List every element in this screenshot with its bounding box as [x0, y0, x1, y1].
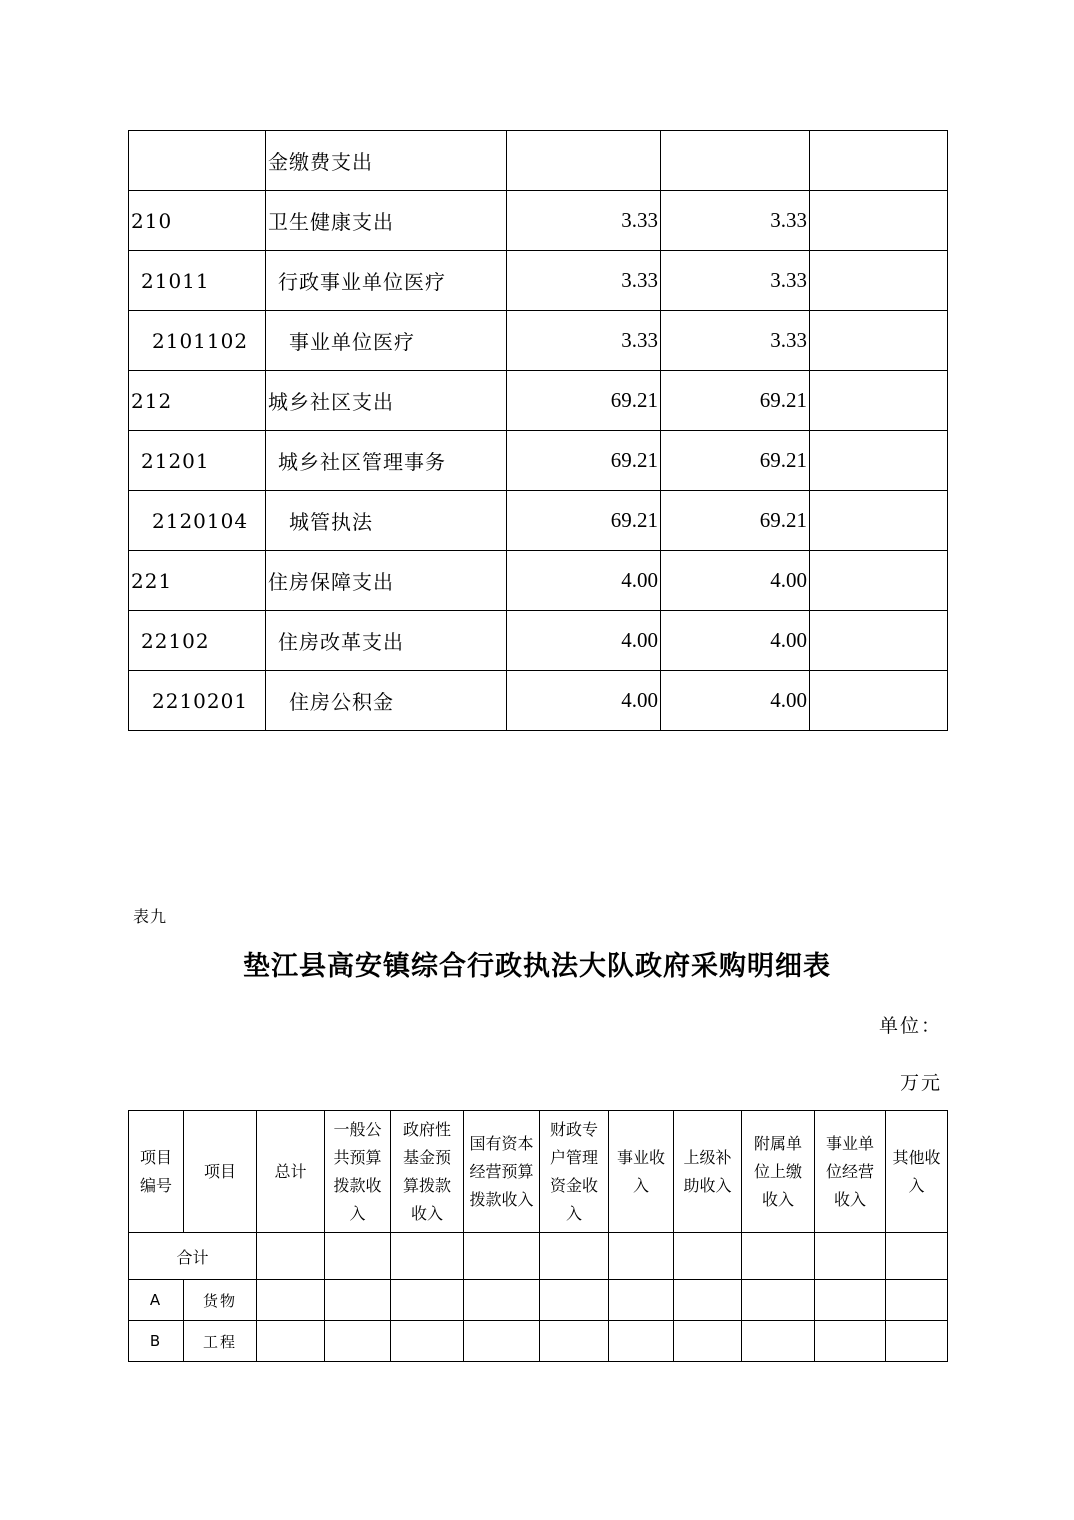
column-header-line: 项目	[139, 1147, 172, 1167]
row-name: 行政事业单位医疗	[266, 251, 507, 311]
column-header-line: 拨款收	[333, 1175, 382, 1195]
row-name: 住房改革支出	[266, 611, 507, 671]
empty-cell	[391, 1280, 464, 1321]
empty-cell	[257, 1321, 325, 1362]
column-header	[815, 1111, 886, 1233]
column-header	[464, 1111, 540, 1233]
table-row	[129, 311, 948, 371]
row-basic: 3.33	[661, 311, 810, 371]
column-header-line: 户管理	[549, 1147, 598, 1167]
row-name: 卫生健康支出	[266, 191, 507, 251]
column-header-line: 入	[349, 1203, 366, 1223]
row-code: 21011	[129, 251, 266, 311]
row-code	[129, 131, 266, 191]
column-header-line: 位经营	[825, 1161, 874, 1181]
empty-cell	[609, 1233, 674, 1280]
empty-cell	[540, 1321, 609, 1362]
empty-cell	[674, 1280, 742, 1321]
row-code: 22102	[129, 611, 266, 671]
column-header-line: 收入	[761, 1189, 794, 1209]
row-total: 69.21	[507, 431, 661, 491]
row-basic: 4.00	[661, 611, 810, 671]
row-project	[810, 611, 948, 671]
page-title: 垫江县高安镇综合行政执法大队政府采购明细表	[243, 951, 831, 982]
column-header	[184, 1111, 257, 1233]
column-header-line: 事业单	[825, 1133, 874, 1153]
column-header-line: 基金预	[402, 1147, 451, 1167]
row-total: 69.21	[507, 491, 661, 551]
procurement-header-row	[129, 1111, 948, 1233]
empty-cell	[325, 1280, 391, 1321]
table-row	[129, 431, 948, 491]
empty-cell	[325, 1233, 391, 1280]
empty-cell	[886, 1321, 948, 1362]
empty-cell	[540, 1280, 609, 1321]
empty-cell	[815, 1280, 886, 1321]
item-name: 货物	[184, 1280, 257, 1321]
column-header	[609, 1111, 674, 1233]
empty-cell	[742, 1233, 815, 1280]
table-row	[129, 671, 948, 731]
column-header-line: 一般公	[333, 1119, 382, 1139]
table-row	[129, 371, 948, 431]
row-code: 210	[129, 191, 266, 251]
row-basic: 4.00	[661, 671, 810, 731]
column-header-line: 入	[908, 1175, 925, 1195]
row-name: 城乡社区支出	[266, 371, 507, 431]
row-project	[810, 671, 948, 731]
column-header	[674, 1111, 742, 1233]
row-name: 城管执法	[266, 491, 507, 551]
row-name: 住房保障支出	[266, 551, 507, 611]
row-project	[810, 131, 948, 191]
column-header-line: 事业收	[616, 1147, 665, 1167]
row-basic: 3.33	[661, 191, 810, 251]
row-code: 212	[129, 371, 266, 431]
column-header-line: 位上缴	[753, 1161, 802, 1181]
column-header-line: 算拨款	[402, 1175, 451, 1195]
table-row	[129, 491, 948, 551]
row-total: 3.33	[507, 191, 661, 251]
row-basic: 69.21	[661, 491, 810, 551]
row-name: 金缴费支出	[266, 131, 507, 191]
table-row	[129, 1280, 948, 1321]
row-project	[810, 251, 948, 311]
column-header	[129, 1111, 184, 1233]
table-row	[129, 191, 948, 251]
unit-value: 万元	[899, 1072, 942, 1094]
empty-cell	[464, 1321, 540, 1362]
empty-cell	[742, 1321, 815, 1362]
column-header-line: 国有资本	[469, 1133, 534, 1153]
row-code: 2210201	[129, 671, 266, 731]
empty-cell	[257, 1233, 325, 1280]
row-name: 住房公积金	[266, 671, 507, 731]
row-total: 4.00	[507, 551, 661, 611]
expense-table	[128, 130, 948, 731]
table-row	[129, 131, 948, 191]
column-header-line: 财政专	[549, 1119, 598, 1139]
row-total: 4.00	[507, 611, 661, 671]
table-row	[129, 1321, 948, 1362]
empty-cell	[257, 1280, 325, 1321]
empty-cell	[391, 1321, 464, 1362]
empty-cell	[464, 1280, 540, 1321]
row-total: 3.33	[507, 251, 661, 311]
column-header-line: 附属单	[753, 1133, 802, 1153]
row-total	[507, 131, 661, 191]
row-project	[810, 551, 948, 611]
item-name: 工程	[184, 1321, 257, 1362]
table-row	[129, 551, 948, 611]
empty-cell	[742, 1280, 815, 1321]
unit-label: 单位：	[878, 1015, 942, 1037]
row-total: 3.33	[507, 311, 661, 371]
item-code: A	[129, 1280, 184, 1321]
column-header-line: 助收入	[683, 1175, 732, 1195]
empty-cell	[674, 1233, 742, 1280]
empty-cell	[886, 1233, 948, 1280]
table-row	[129, 611, 948, 671]
column-header-line: 入	[632, 1175, 649, 1195]
row-project	[810, 491, 948, 551]
column-header-line: 收入	[833, 1189, 866, 1209]
empty-cell	[540, 1233, 609, 1280]
row-code: 2120104	[129, 491, 266, 551]
column-header-line: 其他收	[892, 1147, 941, 1167]
column-header-line: 共预算	[333, 1147, 382, 1167]
column-header	[886, 1111, 948, 1233]
empty-cell	[391, 1233, 464, 1280]
column-header-line: 编号	[139, 1175, 172, 1195]
empty-cell	[609, 1321, 674, 1362]
column-header	[391, 1111, 464, 1233]
row-name: 事业单位医疗	[266, 311, 507, 371]
expense-table-body	[129, 131, 948, 731]
column-header-line: 收入	[410, 1203, 443, 1223]
column-header	[325, 1111, 391, 1233]
empty-cell	[464, 1233, 540, 1280]
total-row	[129, 1233, 948, 1280]
row-total: 4.00	[507, 671, 661, 731]
column-header	[257, 1111, 325, 1233]
column-header-line: 经营预算	[469, 1161, 534, 1181]
row-code: 2101102	[129, 311, 266, 371]
row-project	[810, 431, 948, 491]
empty-cell	[609, 1280, 674, 1321]
empty-cell	[815, 1233, 886, 1280]
row-code: 221	[129, 551, 266, 611]
table-number: 表九	[133, 907, 168, 926]
row-total: 69.21	[507, 371, 661, 431]
table-row	[129, 251, 948, 311]
column-header-line: 政府性	[402, 1119, 451, 1139]
row-code: 21201	[129, 431, 266, 491]
row-project	[810, 371, 948, 431]
row-basic: 69.21	[661, 371, 810, 431]
column-header	[742, 1111, 815, 1233]
row-project	[810, 191, 948, 251]
column-header	[540, 1111, 609, 1233]
row-basic	[661, 131, 810, 191]
column-header-line: 项目	[203, 1161, 236, 1181]
row-name: 城乡社区管理事务	[266, 431, 507, 491]
empty-cell	[886, 1280, 948, 1321]
procurement-table-body	[129, 1233, 948, 1362]
row-basic: 4.00	[661, 551, 810, 611]
row-project	[810, 311, 948, 371]
total-label: 合计	[129, 1233, 257, 1280]
empty-cell	[815, 1321, 886, 1362]
row-basic: 69.21	[661, 431, 810, 491]
procurement-table	[128, 1110, 948, 1362]
column-header-line: 总计	[274, 1161, 307, 1181]
empty-cell	[325, 1321, 391, 1362]
column-header-line: 上级补	[683, 1147, 732, 1167]
row-basic: 3.33	[661, 251, 810, 311]
column-header-line: 入	[565, 1203, 582, 1223]
item-code: B	[129, 1321, 184, 1362]
column-header-line: 资金收	[549, 1175, 598, 1195]
empty-cell	[674, 1321, 742, 1362]
column-header-line: 拨款收入	[469, 1189, 534, 1209]
